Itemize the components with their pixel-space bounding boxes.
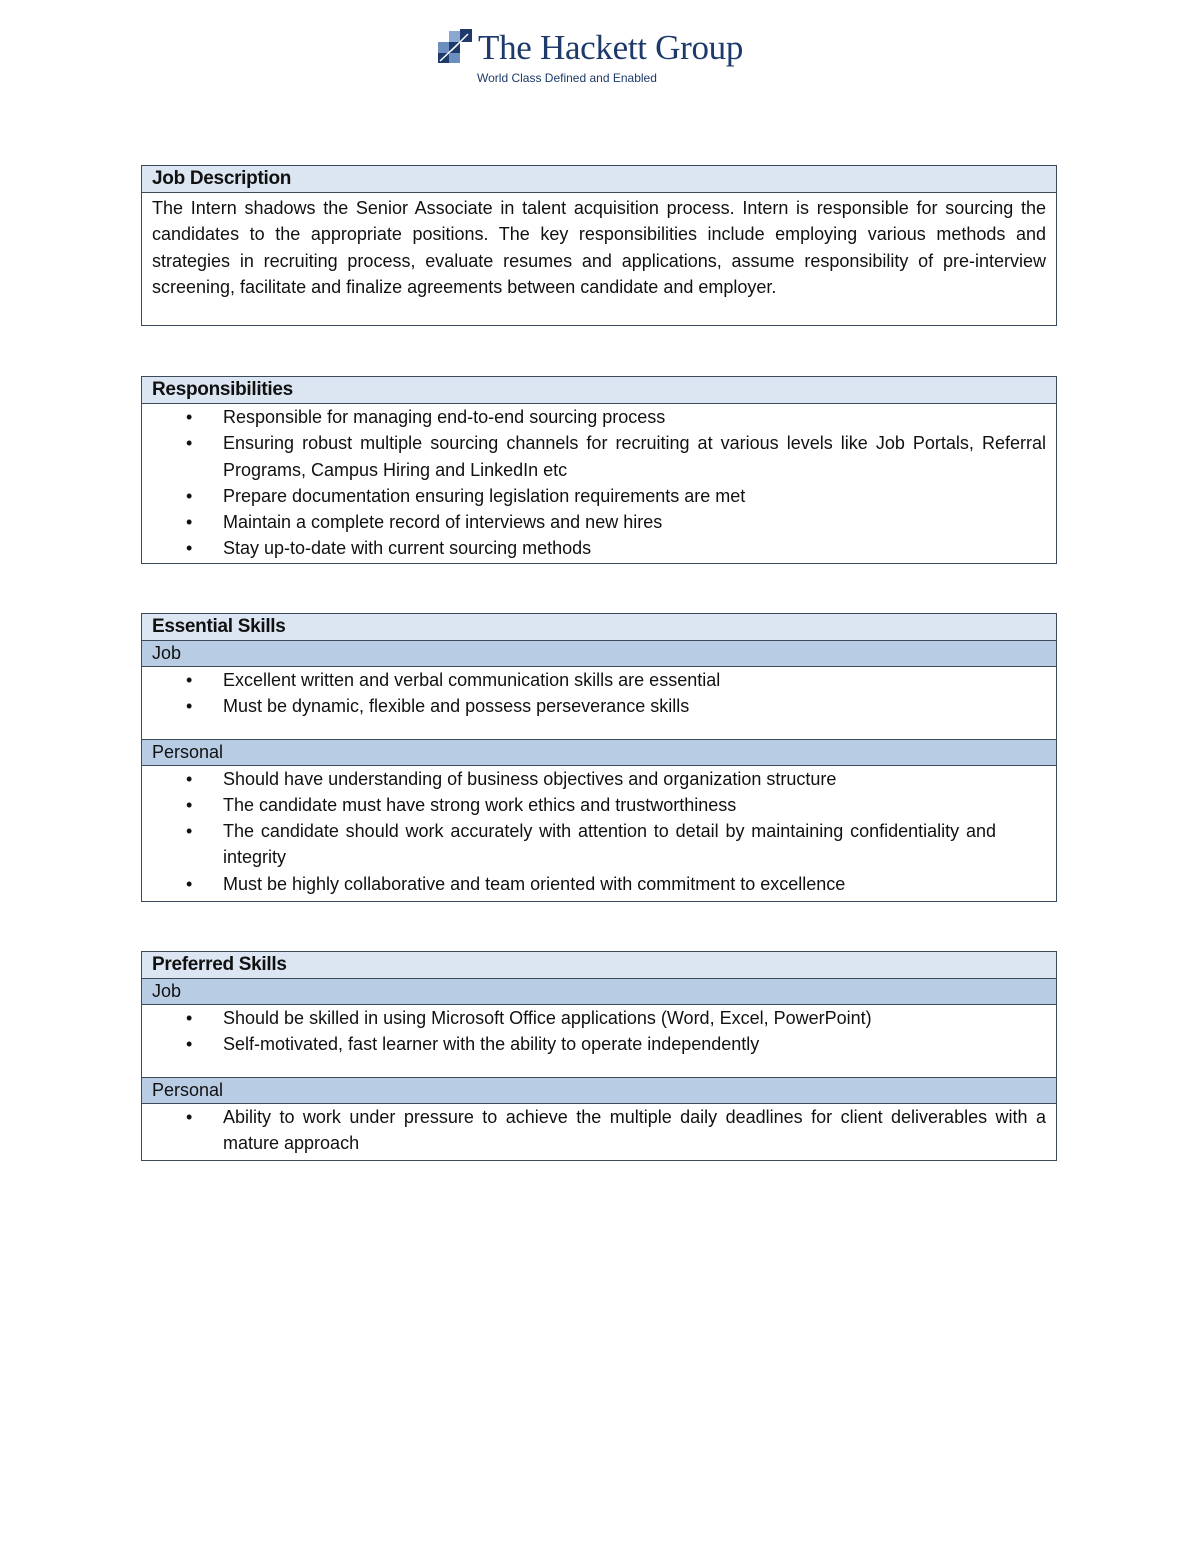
bullet-icon: • [186, 873, 193, 894]
essential-skills-table [141, 613, 1057, 902]
list-item [142, 766, 1046, 792]
spacer [142, 1058, 1056, 1077]
responsibilities-list [142, 404, 1056, 562]
essential-skills-heading: Essential Skills [142, 614, 1056, 640]
responsibilities-table [141, 376, 1057, 564]
list-item [142, 430, 1046, 483]
list-item-text: Self-motivated, fast learner with the ability to operate independently [223, 1034, 760, 1055]
company-logo [438, 26, 768, 88]
bullet-icon: • [186, 821, 193, 842]
essential-skills-job-list [142, 667, 1056, 720]
essential-skills-personal-subheading: Personal [142, 739, 1056, 766]
list-item [142, 667, 1046, 693]
list-item-text: Ensuring robust multiple sourcing channels for recruiting at various levels like Job Portals, Referral Programs, Campus Hiring and LinkedIn etc [223, 433, 1046, 480]
list-item-text: Excellent written and verbal communication skills are essential [223, 670, 721, 690]
list-item [142, 1005, 1046, 1031]
bullet-icon: • [186, 485, 193, 506]
list-item [142, 535, 1046, 561]
list-item [142, 818, 1046, 871]
preferred-skills-personal-subheading: Personal [142, 1077, 1056, 1104]
bullet-icon: • [186, 794, 193, 815]
list-item [142, 1104, 1046, 1157]
list-item-text: Should be skilled in using Microsoft Office applications (Word, Excel, PowerPoint) [223, 1008, 872, 1028]
bullet-icon: • [186, 433, 193, 454]
list-item-text: Must be highly collaborative and team oriented with commitment to excellence [223, 873, 846, 894]
logo-tagline: World Class Defined and Enabled [477, 71, 657, 85]
list-item-text: Prepare documentation ensuring legislation requirements are met [223, 485, 746, 506]
list-item [142, 509, 1046, 535]
bullet-icon: • [186, 768, 193, 789]
preferred-skills-table [141, 951, 1057, 1161]
responsibilities-heading: Responsibilities [142, 377, 1056, 404]
bullet-icon: • [186, 538, 193, 559]
bullet-icon: • [186, 1008, 193, 1028]
preferred-skills-heading: Preferred Skills [142, 952, 1056, 978]
job-description-table [141, 165, 1057, 326]
bullet-icon: • [186, 512, 193, 533]
list-item-text: Ability to work under pressure to achieve the multiple daily deadlines for client deliverables with a mature approach [223, 1106, 1046, 1153]
list-item [142, 693, 1046, 719]
essential-skills-job-subheading: Job [142, 640, 1056, 667]
list-item-text: Must be dynamic, flexible and possess perseverance skills [223, 696, 690, 717]
list-item [142, 792, 1046, 818]
list-item [142, 871, 1046, 897]
bullet-icon: • [186, 1106, 193, 1127]
bullet-icon: • [186, 696, 193, 717]
essential-skills-personal-list [142, 766, 1056, 897]
bullet-icon: • [186, 407, 193, 427]
preferred-skills-job-subheading: Job [142, 978, 1056, 1005]
list-item-text: Stay up-to-date with current sourcing methods [223, 538, 592, 559]
list-item-text: The candidate should work accurately with attention to detail by maintaining confidentiality and integrity [223, 821, 996, 868]
list-item [142, 404, 1046, 430]
bullet-icon: • [186, 1034, 193, 1055]
job-description-text: The Intern shadows the Senior Associate in talent acquisition process. Intern is responsible for sourcing the candidates to the appropriate positions. The key responsibilities include employing various methods and strategies in recruiting process, evaluate resumes and applications, assume responsibility of pre-interview screening, facilitate and finalize agreements between candidate and employer. [152, 198, 1046, 297]
job-description-heading: Job Description [142, 166, 1056, 193]
bullet-icon: • [186, 670, 193, 690]
list-item-text: Responsible for managing end-to-end sourcing process [223, 407, 666, 427]
list-item-text: Maintain a complete record of interviews and new hires [223, 512, 663, 533]
list-item [142, 1031, 1046, 1057]
hackett-logo-mark-icon [438, 29, 472, 63]
logo-company-name: The Hackett Group [478, 28, 744, 67]
preferred-skills-personal-list [142, 1104, 1056, 1157]
list-item [142, 483, 1046, 509]
list-item-text: The candidate must have strong work ethics and trustworthiness [223, 794, 737, 815]
spacer [142, 720, 1056, 739]
preferred-skills-job-list [142, 1005, 1056, 1058]
list-item-text: Should have understanding of business objectives and organization structure [223, 768, 837, 789]
